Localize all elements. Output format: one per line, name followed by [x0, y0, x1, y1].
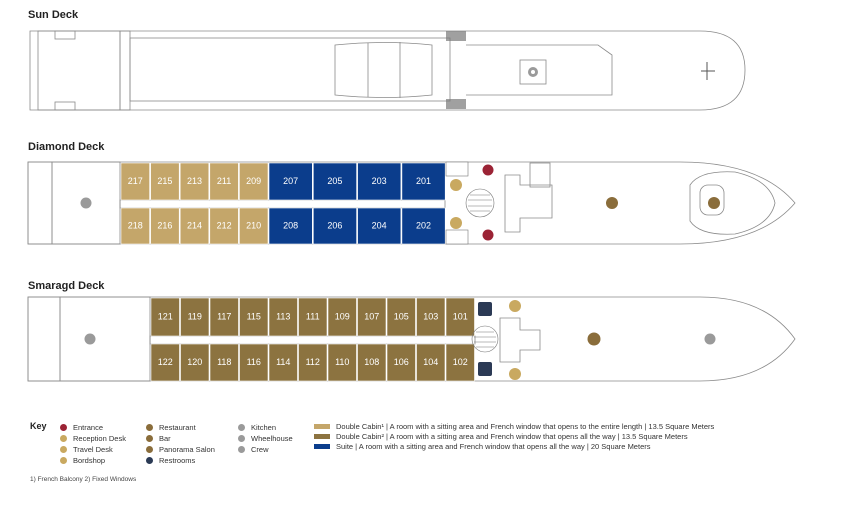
cabin-number: 122 — [157, 356, 173, 367]
key-item-panorama-salon — [146, 445, 215, 454]
cabin-number: 215 — [157, 175, 173, 186]
cabin-number: 214 — [186, 220, 203, 231]
reception-desk-icon — [60, 435, 67, 442]
cabin-number: 206 — [327, 220, 343, 231]
smaragd-deck-title: Smaragd Deck — [28, 280, 105, 292]
cabin-number: 112 — [305, 356, 320, 367]
cabin-number: 212 — [216, 220, 232, 231]
cabin-number: 107 — [364, 311, 380, 322]
legend-swatch — [314, 424, 330, 429]
key-label: Panorama Salon — [159, 445, 215, 454]
cabin-number: 205 — [327, 175, 343, 186]
key-label: Travel Desk — [73, 445, 113, 454]
key-label: Reception Desk — [73, 434, 126, 443]
key-item-entrance — [60, 423, 103, 432]
legend-label: Suite | A room with a sitting area and French window that opens all the way | 20 Square Meters — [336, 442, 651, 451]
cabin-number: 118 — [217, 356, 232, 367]
cabin-number: 104 — [423, 356, 439, 367]
cabin-number: 101 — [452, 311, 468, 322]
bar-icon — [146, 435, 153, 442]
restrooms-icon — [478, 302, 492, 316]
entrance-icon — [483, 230, 494, 241]
key-item-restrooms — [146, 456, 195, 465]
cabin-number: 105 — [393, 311, 409, 322]
kitchen-icon — [85, 334, 96, 345]
cabin-number: 120 — [187, 356, 203, 367]
key-label: Crew — [251, 445, 269, 454]
cabin-number: 203 — [371, 175, 387, 186]
sun-deck-wheel-icon — [528, 67, 538, 77]
cabin-number: 218 — [127, 220, 143, 231]
key-item-reception-desk — [60, 434, 126, 443]
key-item-kitchen — [238, 423, 276, 432]
legend-double-cabin-1 — [314, 422, 714, 431]
crew-icon — [238, 446, 245, 453]
diamond-bottom-cabins — [121, 208, 445, 244]
diamond-top-cabins — [121, 163, 445, 200]
cabin-number: 108 — [364, 356, 380, 367]
panorama-salon-icon — [146, 446, 153, 453]
cabin-number: 113 — [276, 311, 291, 322]
cabin-number: 217 — [127, 175, 143, 186]
restrooms-icon — [478, 362, 492, 376]
key-item-restaurant — [146, 423, 196, 432]
key-item-bar — [146, 434, 171, 443]
cabin-number: 103 — [423, 311, 439, 322]
smaragd-bottom-cabins — [151, 344, 475, 381]
restaurant-icon — [588, 333, 601, 346]
entrance-icon — [60, 424, 67, 431]
key-item-travel-desk — [60, 445, 113, 454]
cabin-number: 210 — [246, 220, 262, 231]
cabin-number: 116 — [246, 356, 261, 367]
sun-deck — [30, 31, 745, 110]
legend-label: Double Cabin¹ | A room with a sitting area and French window that opens to the entire length | 13.5 Square Meters — [336, 422, 715, 431]
sun-deck-title: Sun Deck — [28, 9, 79, 21]
key-item-bordshop — [60, 456, 105, 465]
crew-icon — [705, 334, 716, 345]
wheelhouse-icon — [238, 435, 245, 442]
kitchen-icon — [238, 424, 245, 431]
bordshop-icon — [60, 457, 67, 464]
panorama-salon-icon — [606, 197, 618, 209]
cabin-number: 111 — [305, 311, 320, 322]
cabin-number: 208 — [283, 220, 299, 231]
kitchen-icon — [81, 198, 92, 209]
reception-desk-icon — [450, 179, 462, 191]
cabin-number: 115 — [246, 311, 261, 322]
entrance-icon — [483, 165, 494, 176]
cabin-number: 201 — [415, 175, 432, 186]
footnote: 1) French Balcony 2) Fixed Windows — [30, 476, 137, 483]
key-label: Bordshop — [73, 456, 106, 465]
bordshop-icon — [509, 368, 521, 380]
cabin-number: 121 — [157, 311, 173, 322]
key-label: Bar — [159, 434, 171, 443]
key-label: Kitchen — [251, 423, 277, 432]
cabin-number: 202 — [415, 220, 432, 231]
key-item-crew — [238, 445, 269, 454]
cabin-number: 106 — [393, 356, 409, 367]
key-item-wheelhouse — [238, 434, 293, 443]
smaragd-top-cabins — [151, 298, 475, 336]
legend-suite — [314, 442, 650, 451]
bordshop-icon — [509, 300, 521, 312]
cabin-number: 114 — [276, 356, 291, 367]
restrooms-icon — [146, 457, 153, 464]
restaurant-icon — [146, 424, 153, 431]
bar-icon — [708, 197, 720, 209]
legend-swatch — [314, 444, 330, 449]
legend-label: Double Cabin² | A room with a sitting area and French window that opens all the way | 13.5 Square Meters — [336, 432, 688, 441]
cabin-number: 209 — [246, 175, 262, 186]
cabin-number: 216 — [157, 220, 173, 231]
key-label: Entrance — [73, 423, 104, 432]
diamond-deck-title: Diamond Deck — [28, 141, 105, 153]
legend-double-cabin-2 — [314, 432, 688, 441]
cabin-number: 119 — [187, 311, 202, 322]
key-label: Wheelhouse — [251, 434, 293, 443]
cabin-number: 109 — [334, 311, 350, 322]
key-label: Restrooms — [159, 456, 196, 465]
cabin-number: 117 — [217, 311, 232, 322]
cabin-number: 213 — [186, 175, 203, 186]
cabin-number: 110 — [335, 356, 350, 367]
key-title: Key — [30, 421, 47, 431]
cabin-number: 211 — [216, 175, 232, 186]
key-label: Restaurant — [159, 423, 196, 432]
cabin-number: 207 — [283, 175, 299, 186]
cabin-number: 102 — [452, 356, 468, 367]
cabin-number: 204 — [371, 220, 387, 231]
travel-desk-icon — [450, 217, 462, 229]
travel-desk-icon — [60, 446, 67, 453]
legend-swatch — [314, 434, 330, 439]
